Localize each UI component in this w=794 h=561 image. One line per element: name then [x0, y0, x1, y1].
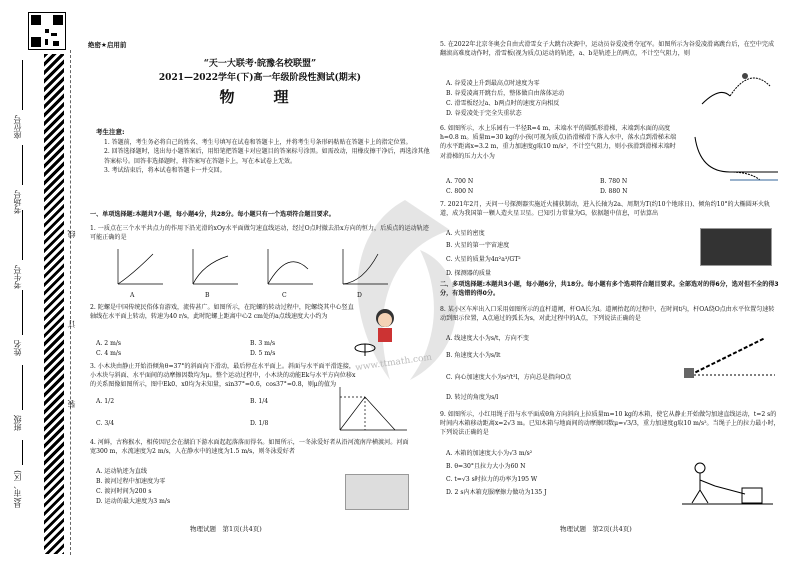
question-4-text: 4. 河鲜，古称猴水，相传因尼会在湖泊下游水面起起落落而得名。如图所示，一冬泳爱好者从沿河流南岸横渡河。河面宽300 m，水流速度为2 m/s，人在静水中的速度为1.5 m/s，则冬泳爱好者	[90, 439, 409, 456]
q9-option-b[interactable]: B. θ=30°且拉力大小为60 N	[446, 463, 526, 470]
binding-strip	[0, 0, 78, 561]
q4-option-d[interactable]: D. 运动的最大速度为3 m/s	[96, 498, 171, 505]
question-5-text: 5. 在2022年北京冬奥会自由式滑雪女子大跳台决赛中，运动员谷爱凌勇夺冠军。如图所示为谷爱凌滑离跳台后，在空中完成翻滚高难度动作时，滑雪板(视为质点)运动的轨迹，a、b是轨迹上的两点，不计空气阻力，则	[440, 41, 775, 58]
question-1-graphs	[108, 244, 408, 294]
field-name: 姓名	[13, 340, 22, 356]
field-line	[22, 60, 23, 110]
swimmer-photo	[345, 474, 409, 510]
q9-option-c[interactable]: C. t=√3 s时拉力的功率为195 W	[446, 476, 538, 483]
section-2-heading: 二、多项选择题:本题共3小题，每小题6分，共18分。每小题有多个选项符合题目要求。全部选对的得6分，选对但不全的得3分，有选错的得0分。	[440, 281, 779, 298]
watermark-text: www.ttmath.com	[354, 352, 433, 374]
q9-option-d[interactable]: D. 2 s内木箱克服摩擦力做功为135 J	[446, 489, 547, 496]
q6-option-a[interactable]: A. 700 N	[446, 178, 474, 185]
q5-ski-jump-figure	[700, 66, 778, 106]
notice-item: 2. 回答选择题时，选出每小题答案后，用铅笔把答题卡对应题目的答案标号涂黑。如需改动，用橡皮擦干净后，再选涂其他答案标号。回答非选择题时，将答案写在答题卡上，写在本试卷上无效。	[104, 148, 430, 165]
field-county: 县(市、区)	[13, 470, 22, 509]
q8-gate-figure	[680, 330, 780, 380]
notice-heading: 考生注意:	[96, 128, 125, 136]
q7-option-a[interactable]: A. 火星的密度	[446, 230, 485, 237]
q6-option-b[interactable]: B. 780 N	[600, 178, 628, 185]
seal-line: 线	[67, 230, 76, 238]
q7-option-d[interactable]: D. 探测器的质量	[446, 270, 492, 277]
q1-option-a[interactable]: A	[130, 292, 135, 299]
notice-item: 1. 答题前，考生务必将自己的姓名、考生号填写在试卷和答题卡上，并将考生号条形码粘贴在答题卡上的指定位置。	[104, 138, 412, 146]
seal-install: 装	[67, 400, 76, 408]
field-class: 班级	[13, 415, 22, 431]
question-2-text: 2. 陀螺是中国传统民俗体育游戏，流传甚广。如图所示，在陀螺的转动过程中，陀螺绕其中心竖直轴线在水平面上转动，转速为40 r/s，此时陀螺上距离中心2 cm处的a点线速度大小约为	[90, 304, 354, 321]
q4-option-a[interactable]: A. 运动轨迹为直线	[96, 468, 147, 475]
q6-option-d[interactable]: D. 880 N	[600, 188, 628, 195]
q9-box-pull-figure	[680, 458, 775, 508]
q5-option-b[interactable]: B. 谷爱凌离开跳台后，整体做自由落体运动	[446, 90, 565, 97]
spinning-top-cartoon-icon	[350, 300, 410, 360]
q8-option-c[interactable]: C. 向心加速度大小为s²/t²l，方向总是指向O点	[446, 374, 572, 381]
cut-line	[70, 50, 72, 555]
field-seat: 座位号	[13, 115, 22, 139]
q6-option-c[interactable]: C. 800 N	[446, 188, 474, 195]
q9-option-a[interactable]: A. 木箱的加速度大小为√3 m/s²	[446, 450, 533, 457]
q3-option-b[interactable]: B. 1/4	[250, 398, 269, 405]
question-9-text: 9. 如图所示，小红用绳子沿与水平面成θ角方向斜向上拉质量m=10 kg的木箱，使它从静止开始做匀加速直线运动，t=2 s的时间内木箱移动距离x=2√3 m。已知木箱与地面间的动摩擦因数μ=√3/3，重力加速度g取10 m/s²。当绳子上的拉力最小时，下列说法正确的是	[440, 411, 780, 437]
field-room: 考场号	[13, 190, 22, 214]
section-1-heading: 一、单项选择题:本题共7小题，每小题4分，共28分。每小题只有一个选项符合题目要求。	[90, 211, 335, 218]
q4-option-b[interactable]: B. 渡河过程中加速度为零	[96, 478, 166, 485]
field-line	[22, 365, 23, 410]
q3-option-c[interactable]: C. 3/4	[96, 420, 115, 427]
field-line	[22, 210, 23, 260]
footer-page-2: 物理试题 第2页(共4页)	[560, 525, 632, 533]
q1-option-c[interactable]: C	[282, 292, 287, 299]
binding-stripes	[44, 54, 64, 554]
secret-label: 绝密★启用前	[88, 41, 127, 49]
question-6-text: 6. 如图所示，水上乐园有一半径R=4 m、末端水平的圆弧形滑梯，末端到水面的高度h=0.8 m。质量m=30 kg的小孩(可视为质点)沿滑梯滑下落入水中，落水点到滑梯末端的水平距离x=3.2 m，重力加速度g取10 m/s²，不计空气阻力，则小孩滑到滑梯末端时对滑梯的压力大小为	[440, 125, 677, 160]
notice-item: 3. 考试结束后，将本试卷和答题卡一并交回。	[104, 167, 226, 174]
q8-option-d[interactable]: D. 转过的角度为s/l	[446, 394, 499, 401]
q5-option-d[interactable]: D. 谷爱凌处于完全失重状态	[446, 110, 522, 117]
exam-title-line1: “天一大联考·皖豫名校联盟”	[203, 59, 317, 69]
q1-option-b[interactable]: B	[205, 292, 210, 299]
q5-option-a[interactable]: A. 谷爱凌上升到最高点时速度为零	[446, 80, 540, 87]
q3-option-a[interactable]: A. 1/2	[96, 398, 115, 405]
mars-probe-image	[700, 228, 772, 266]
q3-ek-graph	[335, 385, 410, 435]
q2-option-a[interactable]: A. 2 m/s	[96, 340, 122, 347]
q5-option-c[interactable]: C. 滑雪板经过a、b两点时的速度方向相反	[446, 100, 560, 107]
notice-block	[96, 128, 431, 176]
q2-option-b[interactable]: B. 3 m/s	[250, 340, 276, 347]
q8-option-b[interactable]: B. 角速度大小为s/lt	[446, 352, 501, 359]
exam-title-line2: 2021—2022学年(下)高一年级阶段性测试(期末)	[158, 73, 362, 83]
qr-code-icon	[28, 12, 66, 50]
question-1-text: 1. 一质点在三个水平共点力的作用下沿光滑的xOy水平面做匀速直线运动，经过O点时撤去沿x方向的恒力，后质点的运动轨迹可能正确的是	[90, 225, 429, 242]
q7-option-c[interactable]: C. 火星的质量为4π²a³/GT²	[446, 256, 521, 263]
q7-option-b[interactable]: B. 火星的第一宇宙速度	[446, 242, 510, 249]
field-line	[22, 290, 23, 335]
field-line	[22, 440, 23, 465]
q1-option-d[interactable]: D	[357, 292, 362, 299]
question-7-text: 7. 2021年2月，天问一号探测器实施近火捕获制动，进入长轴为2a、周期为T(约10个地球日)、倾角约10°的大椭圆环火轨道，成为我国第一颗人造火星卫星。已知引力常量为G，依据题中信息，可估算出	[440, 201, 771, 218]
q2-option-c[interactable]: C. 4 m/s	[96, 350, 122, 357]
q6-slide-figure	[690, 132, 780, 182]
q8-option-a[interactable]: A. 线速度大小为s/t，方向不变	[446, 335, 529, 342]
field-line	[22, 145, 23, 185]
q3-option-d[interactable]: D. 1/8	[250, 420, 269, 427]
seal-bind: 订	[67, 320, 76, 328]
subject-title: 物 理	[219, 88, 301, 106]
question-8-text: 8. 某小区车库出入口采用如图所示的直杆道闸，杆OA长为l。道闸抬起的过程中，在时间t内，杆OA绕O点由水平位置匀速转动到图示位置，A点通过的弧长为s，对此过程中的A点，下列说法正确的是	[440, 306, 775, 323]
field-candidate-no: 考生号	[13, 265, 22, 289]
q2-option-d[interactable]: D. 5 m/s	[250, 350, 276, 357]
question-3-text: 3. 小木块由静止开始沿倾角θ=37°的斜面向下滑动，最后停在水平面上。斜面与水平面平滑连接，小木块与斜面、水平面间的动摩擦因数均为μ。整个运动过程中，小木块的动能Ek与水平方向位移x的关系图像如图所示，图中Ek0、x0均为未知量，sin37°=0.6，cos37°=0.8，则μ的值为	[90, 363, 356, 389]
footer-page-1: 物理试题 第1页(共4页)	[190, 525, 262, 533]
q4-option-c[interactable]: C. 渡河时间为200 s	[96, 488, 152, 495]
